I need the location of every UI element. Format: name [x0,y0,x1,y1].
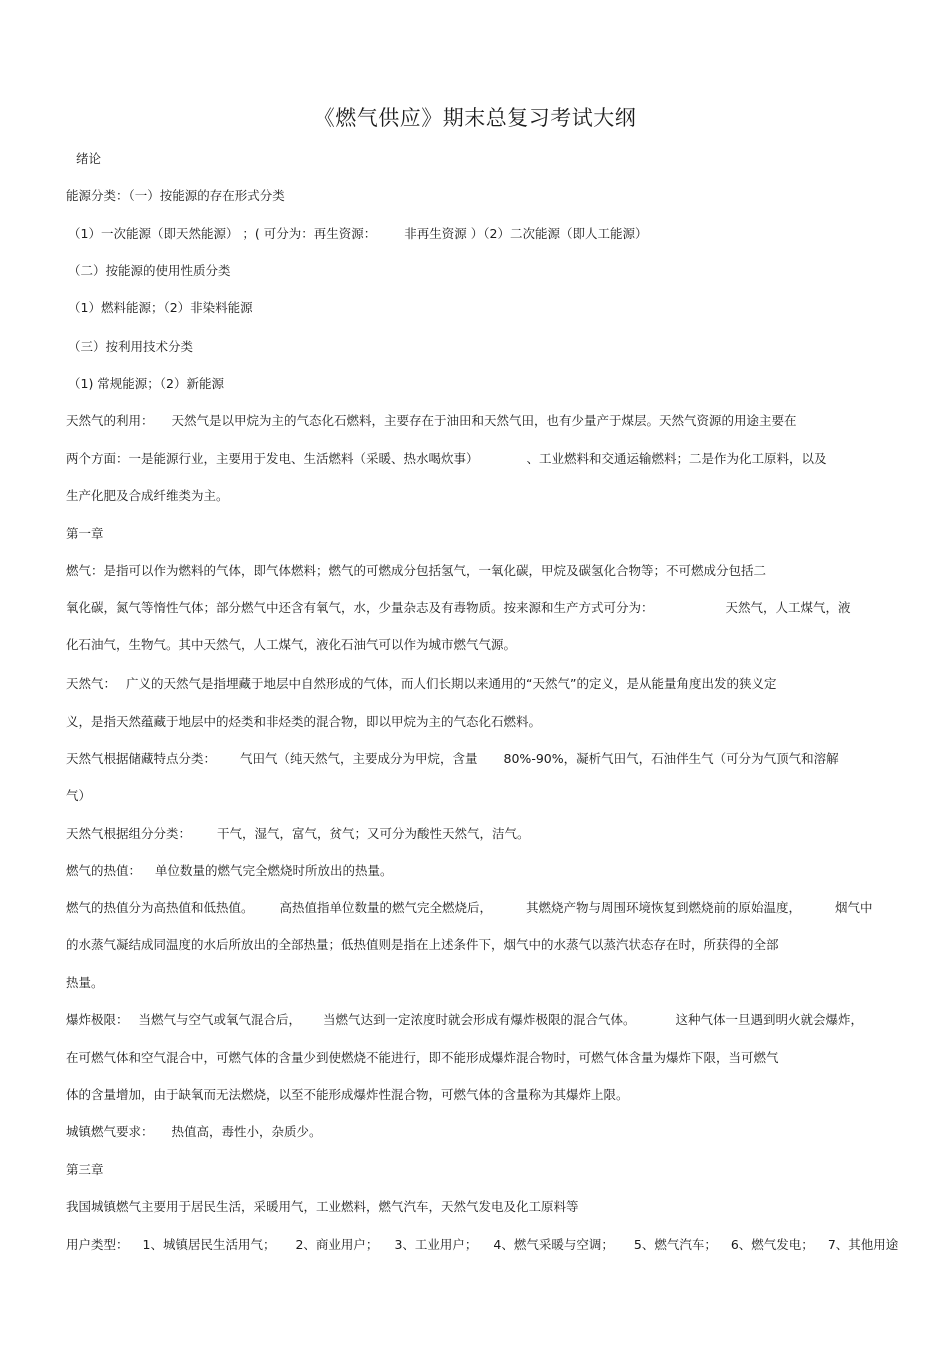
natural-gas-use-line-3: 生产化肥及合成纤维类为主。 [66,488,229,503]
user-type-3: 3、工业用户； [394,1237,478,1252]
classify-by-use: （二）按能源的使用性质分类 [68,263,231,278]
storage-classification-text-a: 气田气（纯天然气，主要成分为甲烷，含量 [240,751,478,766]
fuel-energy-line: （1）燃料能源；（2）非染料能源 [68,300,253,315]
heading-chapter-1: 第一章 [66,526,104,541]
explosion-limit-line-3: 体的含量增加，由于缺氧而无法燃烧，以至不能形成爆炸性混合物，可燃气体的含量称为其爆炸上限。 [66,1087,629,1102]
energy-classification: 能源分类：（一）按能源的存在形式分类 [66,188,285,203]
heating-value-label: 燃气的热值： [66,863,142,878]
user-type-5: 5、燃气汽车； [633,1237,717,1252]
user-type-6: 6、燃气发电； [730,1237,814,1252]
heating-value-detail-d: 烟气中 [835,900,873,915]
heading-chapter-3: 第三章 [66,1162,104,1177]
natural-gas-use-text-2a: 两个方面：一是能源行业，主要用于发电、生活燃料（采暖、热水喝炊事） [66,451,479,466]
user-type-7: 7、其他用途 [827,1237,899,1252]
gas-definition-text-2b: 天然气，人工煤气，液 [725,600,851,615]
urban-gas-usage-line: 我国城镇燃气主要用于居民生活，采暖用气，工业燃料，燃气汽车，天然气发电及化工原料等 [66,1199,579,1214]
heading-intro: 绪论 [76,151,102,166]
explosion-limit-line-1 [66,1012,863,1028]
natural-gas-use-line [66,413,797,429]
component-classification-text: 干气，湿气，富气，贫气；又可分为酸性天然气，洁气。 [217,826,530,841]
heating-value-detail-line-1 [66,900,873,916]
storage-classification-line-2: 气） [66,788,92,803]
gas-definition-text-2a: 氧化碳，氮气等惰性气体；部分燃气中还含有氧气，水，少量杂志及有毒物质。按来源和生产方式可分为： [66,600,654,615]
conventional-energy-line: （1) 常规能源；（2）新能源 [68,376,225,391]
classify-by-technology: （三）按利用技术分类 [68,339,194,354]
explosion-limit-line-2: 在可燃气体和空气混合中，可燃气体的含量少到使燃烧不能进行，即不能形成爆炸混合物时，可燃气体含量为爆炸下限，当可燃气 [66,1050,779,1065]
component-classification-line [66,826,530,842]
natural-gas-use-label: 天然气的利用： [66,413,154,428]
natural-gas-definition-line-2: 义，是指天然蕴藏于地层中的烃类和非烃类的混合物，即以甲烷为主的气态化石燃料。 [66,714,542,729]
user-types-line [66,1237,898,1253]
page-title: 《燃气供应》期末总复习考试大纲 [313,106,637,130]
natural-gas-definition-line-1 [66,676,776,692]
gas-definition-line-1: 燃气：是指可以作为燃料的气体，即气体燃料；燃气的可燃成分包括氢气，一氧化碳，甲烷及碳氢化合物等；不可燃成分包括二 [66,563,767,578]
storage-classification-text-b: 80%-90%，凝析气田气，石油伴生气（可分为气顶气和溶解 [503,751,839,766]
heating-value-detail-b: 高热值指单位数量的燃气完全燃烧后， [279,900,493,915]
heating-value-line [66,863,393,879]
primary-energy-part2: 非再生资源 ）（2）二次能源（即人工能源） [404,226,648,241]
natural-gas-definition-text: 广义的天然气是指埋藏于地层中自然形成的气体，而人们长期以来通用的“天然气”的定义，是从能量角度出发的狭义定 [126,676,777,691]
storage-classification-line [66,751,839,767]
explosion-limit-text-a: 当燃气与空气或氧气混合后， [138,1012,302,1027]
gas-definition-line-3: 化石油气，生物气。其中天然气，人工煤气，液化石油气可以作为城市燃气气源。 [66,637,517,652]
heating-value-detail-line-3: 热量。 [66,975,104,990]
primary-energy-line [68,226,647,242]
heating-value-detail-a: 燃气的热值分为高热值和低热值。 [66,900,254,915]
user-type-1: 1、城镇居民生活用气； [142,1237,276,1252]
gas-definition-line-2 [66,600,851,616]
urban-gas-requirement-text: 热值高，毒性小，杂质少。 [171,1124,322,1139]
explosion-limit-text-b: 当燃气达到一定浓度时就会形成有爆炸极限的混合气体。 [323,1012,636,1027]
urban-gas-requirement-line [66,1124,322,1140]
natural-gas-use-line-2 [66,451,827,467]
heating-value-detail-c: 其燃烧产物与周围环境恢复到燃烧前的原始温度， [526,900,802,915]
explosion-limit-label: 爆炸极限： [66,1012,129,1027]
natural-gas-use-text: 天然气是以甲烷为主的气态化石燃料，主要存在于油田和天然气田，也有少量产于煤层。天然气资源的用途主要在 [171,413,797,428]
storage-classification-label: 天然气根据储藏特点分类： [66,751,217,766]
user-types-label: 用户类型： [66,1237,129,1252]
heating-value-detail-line-2: 的水蒸气凝结成同温度的水后所放出的全部热量；低热值则是指在上述条件下，烟气中的水蒸气以蒸汽状态存在时，所获得的全部 [66,937,779,952]
primary-energy-part1: （1）一次能源（即天然能源） ；( 可分为：再生资源： [68,226,377,241]
natural-gas-label: 天然气： [66,676,117,691]
user-type-2: 2、商业用户； [295,1237,379,1252]
user-type-4: 4、燃气采暖与空调； [493,1237,614,1252]
natural-gas-use-text-2b: 、工业燃料和交通运输燃料；二是作为化工原料，以及 [526,451,827,466]
explosion-limit-text-c: 这种气体一旦遇到明火就会爆炸， [675,1012,864,1027]
urban-gas-requirement-label: 城镇燃气要求： [66,1124,154,1139]
component-classification-label: 天然气根据组分分类： [66,826,192,841]
heating-value-text: 单位数量的燃气完全燃烧时所放出的热量。 [155,863,393,878]
